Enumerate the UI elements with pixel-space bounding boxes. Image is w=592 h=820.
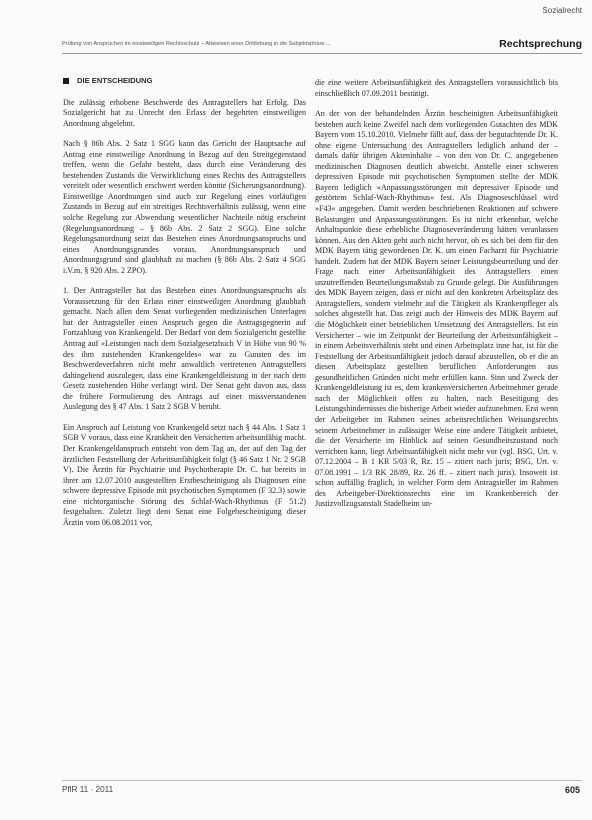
square-bullet-icon bbox=[63, 78, 69, 84]
section-heading bbox=[63, 76, 306, 87]
section-title: Rechtsprechung bbox=[499, 38, 582, 50]
left-column bbox=[63, 76, 306, 538]
body-paragraph: die eine weitere Arbeitsunfähigkeit des Antragstellers voraussichtlich bis einschließlich 07.09.2011 bestätigt. bbox=[315, 78, 558, 98]
header-divider bbox=[62, 53, 582, 54]
running-header bbox=[62, 37, 582, 51]
section-heading-text: DIE ENTSCHEIDUNG bbox=[77, 76, 153, 85]
running-title: Prüfung von Ansprüchen im einstweiligen Rechtsschutz – Abweisen einer Drittlebung in die Subjektsphäre ... bbox=[62, 41, 331, 47]
body-paragraph: Nach § 86b Abs. 2 Satz 1 SGG kann das Gericht der Hauptsache auf Antrag eine einstweilige Anordnung in Bezug auf den Streitgegenstand treffen, wenn die Gefahr besteht, dass durch eine Veränderung des bestehenden Zustands die Verwirklichung eines Rechts des Antragstellers vereitelt oder wesentlich erschwert werden könnte (Sicherungsanordnung). Einstweilige Anordnungen sind auch zur Regelung eines vorläufigen Zustands in Bezug auf ein streitiges Rechtsverhältnis zulässig, wenn eine solche Regelung zur Abwendung wesentlicher Nachteile nötig erscheint (Regelungsanordnung – § 86b Abs. 2 Satz 2 SGG). Eine solche Regelungsanordnung setzt das Bestehen eines Anordnungsanspruchs und eines Anordnungsgrundes voraus. Anordnungsanspruch und Anordnungsgrund sind glaubhaft zu machen (§ 86b Abs. 2 Satz 4 SGG i.V.m. § 920 Abs. 2 ZPO). bbox=[63, 139, 306, 275]
body-paragraph: Ein Anspruch auf Leistung von Krankengeld setzt nach § 44 Abs. 1 Satz 1 SGB V voraus, dass eine Krankheit den Versicherten arbeitsunfähig macht. Der Krankengeldanspruch entsteht von dem Tag an, der auf den Tag der ärztlichen Feststellung der Arbeitsunfähigkeit folgt (§ 46 Satz 1 Nr. 2 SGB V). Die Ärztin für Psychiatrie und Psychotherapie Dr. C. hat bereits in ihrer am 12.07.2010 ausgestellten Erstbescheinigung als Diagnosen eine schwere depressive Episode mit psychotischen Symptomen (F 32.3) sowie eine nichtorganische Störung des Schlaf-Wach-Rhythmus (F 51.2) festgehalten. Zuletzt liegt dem Senat eine Folgebescheinigung dieser Ärztin vom 06.08.2011 vor, bbox=[63, 422, 306, 527]
right-column bbox=[315, 78, 558, 520]
body-paragraph: Die zulässig erhobene Beschwerde des Antragstellers hat Erfolg. Das Sozialgericht hat zu Unrecht den Erlass der begehrten einstweiligen Anordnung abgelehnt. bbox=[63, 97, 306, 128]
footer-divider bbox=[62, 780, 582, 781]
page-number: 605 bbox=[564, 785, 580, 795]
issue-label: PflR 11 · 2011 bbox=[62, 785, 114, 794]
body-paragraph: 1. Der Antragsteller hat das Bestehen eines Anordnungsanspruchs als Voraussetzung für den Erlass einer einstweiligen Anordnung glaubhaft gemacht. Nach allen dem Senat vorliegenden medizinischen Unterlagen hat der Antragsteller einen Anspruch gegen die Antragsgegnerin auf Fortzahlung von Krankengeld. Der Bedarf von dem Sozialgericht gestellte Antrag auf »Leistungen nach dem Sozialgesetzbuch V in Höhe von 90 % des ihm zustehenden Krankengeldes« war zu Gunsten des im Beschwerdeverfahren nicht mehr anwaltlich vertretenen Antragstellers dahingehend auszulegen, dass eine Krankengeldleistung in der nach dem Gesetz zustehenden Höhe verlangt wird. Der Senat geht davon aus, dass die frühere Formulierung des Antrags auf einer missverstandenen Auslegung des § 47 Abs. 1 Satz 2 SGB V beruht. bbox=[63, 286, 306, 412]
brand-label: Sozialrecht bbox=[542, 6, 582, 15]
body-paragraph: An der von der behandelnden Ärztin bescheinigten Arbeitsunfähigkeit bestehen auch keine Zweifel nach dem vorliegenden Gutachten des MDK Bayern vom 15.10.2010. Vielmehr fällt auf, dass der begutachtende Dr. K. ohne eigene Untersuchung des Antragstellers lediglich anhand der – damals dafür übrigen Akteninhalte – von den von Dr. C. angegebenen medizinischen Diagnosen deutlich abweicht. Anstelle einer schweren depressiven Episode mit psychotischen Symptomen stellte der MDK Bayern lediglich »Anpassungsstörungen mit depressiver Episode und gestörtem Schlaf-Wach-Rhythmus« fest. Als Diagnoseschlüssel wird »F43« angegeben. Damit werden beschriebenen Reaktionen auf schwere Belastungen und Anpassungsstörungen. Es ist nicht erkennbar, welche Anhaltspunkte diese erhebliche Diagnoseveränderung hätten veranlassen können. Aus den Akten geht auch nicht hervor, ob es sich bei dem für den MDK Bayern tätig gewordenen Dr. K. um einen Facharzt für Psychiatrie handelt. Zudem hat der MDK Bayern seiner Leistungsbeurteilung und der Frage nach einer Arbeitsunfähigkeit des Antragstellers einen unzutreffenden Beurteilungsmaßstab zu Grunde gelegt. Die Ausführungen des MDK Bayern zeigen, dass er nicht auf den konkreten Arbeitsplatz des Antragstellers, sondern vielmehr auf die Tätigkeit als Krankenpfleger als solches abgestellt hat. Das zeigt auch der Hinweis des MDK Bayern auf die Möglichkeit einer betrieblichen Umsetzung des Antragstellers. Ist ein Versicherter – wie im Zeitpunkt der Beurteilung der Arbeitsunfähigkeit – in einem Arbeitsverhältnis steht und einen Arbeitsplatz inne hat, ist für die Feststellung der Arbeitsunfähigkeit jedoch darauf abzustellen, ob er die an diesen Arbeitsplatz gestellten beruflichen Anforderungen aus gesundheitlichen Gründen nicht mehr erfüllen kann. Sinn und Zweck der Krankengeldleistung ist es, dem krankenversicherten Arbeitnehmer gerade nach der Möglichkeit offen zu halten, nach Beseitigung des Leistungshindernisses die bisherige Arbeit wieder aufzunehmen. Erst wenn der Arbeitgeber im Rahmen seines arbeitsrechtlichen Weisungsrechts seinem Arbeitnehmer in zulässiger Weise eine andere Tätigkeit anbietet, die der Versicherte im Hinblick auf seinen Gesundheitszustand noch verrichten kann, liegt Arbeitsunfähigkeit nicht mehr vor (vgl. BSG, Urt. v. 07.12.2004 – B 1 KR 5/03 R, Rz. 15 – zitiert nach juris; BSG, Urt. v. 07.08.1991 – 1/3 RK 28/89, Rz. 26 ff. – zitiert nach juris). Insoweit ist schon auffällig fraglich, in welcher Form dem Antragsteller im Rahmen des Arbeitgeber-Direktionsrechts eine im Krankenbereich der Justizvollzugsanstalt Stadelheim un- bbox=[315, 109, 558, 509]
